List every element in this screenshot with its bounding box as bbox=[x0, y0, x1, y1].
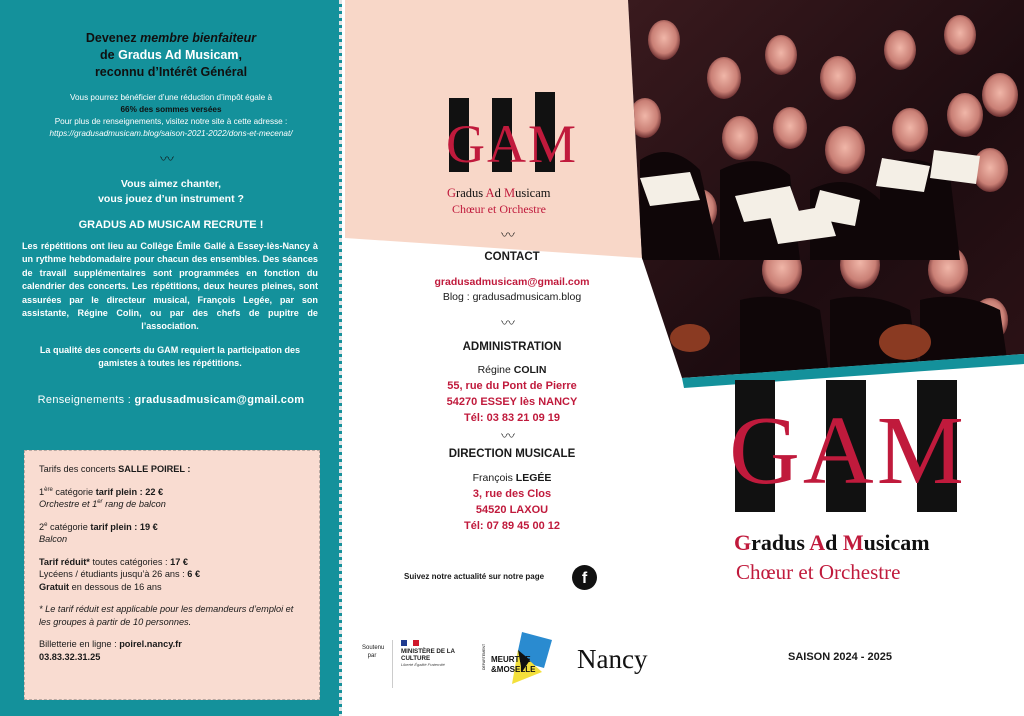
gam-logo-big bbox=[700, 380, 1000, 515]
logo-initial: M bbox=[503, 186, 516, 200]
logo-initial: A bbox=[809, 530, 826, 555]
cat2-detail: Balcon bbox=[39, 534, 68, 544]
cat1-sup: ère bbox=[44, 486, 53, 493]
wave-divider-icon: 〰 bbox=[501, 227, 515, 243]
logo-initial: G bbox=[734, 530, 752, 555]
logo-initial: M bbox=[842, 530, 864, 555]
logo-part: d bbox=[825, 530, 843, 555]
benef-line: 66% des sommes versées bbox=[120, 105, 222, 114]
logo-part: radus bbox=[456, 186, 486, 200]
admin-heading: ADMINISTRATION bbox=[462, 341, 562, 353]
contact-heading: CONTACT bbox=[484, 251, 540, 263]
logo-initial: A bbox=[485, 186, 495, 200]
cat1-detail-sup: er bbox=[97, 498, 103, 505]
facebook-text: Suivez notre actualité sur notre page bbox=[404, 572, 545, 581]
wave-divider-icon: 〰 bbox=[501, 315, 515, 331]
reduit-label: Tarif réduit* bbox=[39, 556, 90, 567]
cat2-sup: e bbox=[44, 521, 48, 528]
director-lastname: LEGÉE bbox=[515, 472, 552, 484]
tarifs-title-prefix: Tarifs des concerts bbox=[39, 464, 116, 474]
billetterie-link[interactable]: poirel.nancy.fr bbox=[119, 639, 182, 649]
admin-phone: Tél: 03 83 21 09 19 bbox=[463, 412, 560, 424]
cat2-price: tarif plein : 19 € bbox=[90, 521, 158, 532]
benef-title-part: , bbox=[238, 48, 242, 62]
ministere-motto: Liberté Égalité Fraternité bbox=[401, 662, 445, 667]
logo-big-subtitle: Chœur et Orchestre bbox=[736, 560, 901, 584]
cat1-price: tarif plein : 22 € bbox=[95, 486, 164, 497]
tarifs-venue: SALLE POIREL : bbox=[118, 464, 191, 474]
cat1-text: catégorie bbox=[52, 486, 94, 497]
recruit-text-2: La qualité des concerts du GAM requiert la participation des gamistes à toutes les répétitions. bbox=[39, 345, 301, 369]
sing-question-line: vous jouez d’un instrument ? bbox=[98, 193, 244, 205]
nancy-logo: Nancy bbox=[577, 644, 648, 674]
contact-blog[interactable]: Blog : gradusadmusicam.blog bbox=[442, 291, 582, 303]
dept-name-b: &MOSELLE bbox=[491, 665, 536, 674]
logo-big-letters: GAM bbox=[729, 397, 967, 505]
logo-part: radus bbox=[751, 530, 810, 555]
director-firstname: François bbox=[472, 472, 513, 484]
logo-part: usicam bbox=[515, 186, 551, 200]
wave-divider-icon: 〰 bbox=[501, 428, 515, 444]
admin-address-line2: 54270 ESSEY lès NANCY bbox=[446, 396, 578, 408]
cat2-num: 2 bbox=[39, 521, 45, 532]
recruit-title: GRADUS AD MUSICAM RECRUTE ! bbox=[78, 219, 264, 231]
cat1-num: 1 bbox=[39, 486, 45, 497]
benef-title-part: Devenez bbox=[85, 31, 137, 45]
facebook-icon[interactable]: f bbox=[572, 565, 597, 590]
director-phone: Tél: 07 89 45 00 12 bbox=[463, 520, 560, 532]
gratuit-label: Gratuit bbox=[39, 581, 70, 592]
logo-big-name bbox=[734, 530, 930, 556]
sing-question-line: Vous aimez chanter, bbox=[120, 178, 222, 190]
logo-initial: G bbox=[447, 186, 457, 200]
billetterie-label: Billetterie en ligne : bbox=[39, 639, 120, 649]
season-label: SAISON 2024 - 2025 bbox=[788, 651, 892, 663]
wave-divider-icon: 〰 bbox=[160, 151, 174, 167]
reduit-price: 17 € bbox=[170, 556, 188, 567]
logo-part: usicam bbox=[863, 530, 930, 555]
info-contact-email[interactable]: gradusadmusicam@gmail.com bbox=[134, 394, 305, 406]
dept-name-a: MEURTHE bbox=[491, 655, 531, 664]
dept-small-text: DÉPARTEMENT bbox=[482, 643, 486, 670]
admin-lastname: COLIN bbox=[513, 364, 547, 376]
gratuit-text: en dessous de 16 ans bbox=[69, 581, 162, 592]
logo-part: d bbox=[494, 186, 504, 200]
logo-small-letters: GAM bbox=[445, 114, 579, 174]
benef-title-part: membre bienfaiteur bbox=[140, 31, 257, 45]
billetterie-phone: 03.83.32.31.25 bbox=[39, 651, 101, 662]
director-address-line2: 54520 LAXOU bbox=[475, 504, 549, 516]
benef-title-part: reconnu d’Intérêt Général bbox=[94, 65, 248, 79]
cat2-text: catégorie bbox=[47, 521, 88, 532]
cat1-detail-a: Orchestre et 1 bbox=[39, 499, 98, 509]
recruit-text: Les répétitions ont lieu au Collège Émile Gallé à Essey-lès-Nancy à un rythme hebdomadaire pour chacun des ensembles. Des séances de travail supplémentaires sont programmées en fonction du calendrier des concerts. Les répétitions, deux heures pleines, sont assurées par le directeur musical, François Legée, par son assistante, Régine Colin, ou par des chefs de pupitre de l’association. bbox=[22, 241, 318, 332]
benef-title-part: de bbox=[100, 48, 115, 62]
benef-line: Pour plus de renseignements, visitez notre site à cette adresse : bbox=[54, 117, 288, 126]
lyceens-price: 6 € bbox=[187, 569, 201, 579]
supported-by-label: Soutenu par bbox=[362, 645, 385, 659]
tarif-note-text: * Le tarif réduit est applicable pour les demandeurs d’emploi et les groupes à partir de 10 personnes. bbox=[39, 604, 294, 627]
reduit-text: toutes catégories : bbox=[89, 556, 171, 567]
contact-email[interactable]: gradusadmusicam@gmail.com bbox=[434, 276, 590, 288]
direction-heading: DIRECTION MUSICALE bbox=[448, 448, 576, 460]
donation-link[interactable]: https://gradusadmusicam.blog/saison-2021-2022/dons-et-mecenat/ bbox=[49, 129, 293, 138]
admin-firstname: Régine bbox=[477, 364, 511, 376]
logo-small-subtitle: Chœur et Orchestre bbox=[452, 202, 546, 216]
admin-address-line1: 55, rue du Pont de Pierre bbox=[447, 380, 577, 392]
cat1-detail-b: rang de balcon bbox=[102, 499, 166, 509]
ministere-text: MINISTÈRE DE LA CULTURE bbox=[401, 648, 455, 662]
benef-title-org: Gradus Ad Musicam bbox=[118, 48, 239, 62]
info-contact-label: Renseignements : bbox=[37, 394, 132, 406]
lyceens-text: Lycéens / étudiants jusqu’à 26 ans : bbox=[39, 569, 188, 579]
director-address-line1: 3, rue des Clos bbox=[472, 488, 552, 500]
benef-line: Vous pourrez bénéficier d’une réduction d’impôt égale à bbox=[69, 93, 273, 102]
